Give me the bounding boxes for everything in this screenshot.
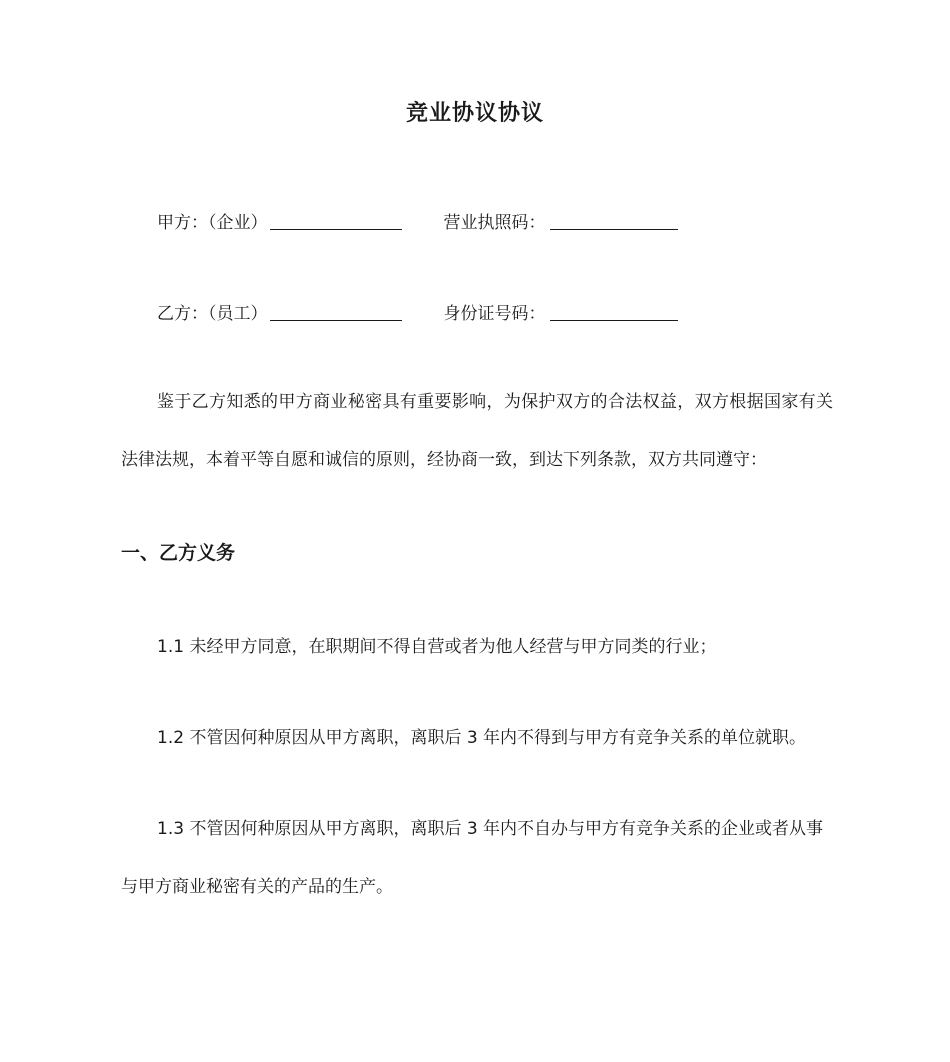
party-a-name-blank (270, 228, 402, 230)
party-a-row (157, 208, 678, 233)
id-number-label: 身份证号码： (443, 304, 546, 324)
party-b-label: 乙方：（员工） (157, 304, 268, 324)
clause-1-3: 1.3 不管因何种原因从甲方离职，离职后 3 年内不自办与甲方有竞争关系的企业或者从事与甲方商业秘密有关的产品的生产。 (121, 819, 824, 897)
party-b-name-blank (270, 319, 402, 321)
section-heading: 一、乙方义务 (121, 542, 236, 564)
document-title: 竞业协议协议 (405, 101, 544, 126)
clause-1-2: 1.2 不管因何种原因从甲方离职，离职后 3 年内不得到与甲方有竞争关系的单位就职。 (157, 728, 807, 748)
business-license-blank (550, 228, 678, 230)
party-b-row (157, 299, 678, 324)
clause-1-1: 1.1 未经甲方同意，在职期间不得自营或者为他人经营与甲方同类的行业； (157, 637, 717, 657)
business-license-label: 营业执照码： (443, 213, 546, 233)
preamble-paragraph: 鉴于乙方知悉的甲方商业秘密具有重要影响，为保护双方的合法权益，双方根据国家有关法律法规，本着平等自愿和诚信的原则，经协商一致，到达下列条款，双方共同遵守： (121, 392, 833, 470)
party-a-label: 甲方：（企业） (157, 213, 268, 233)
id-number-blank (550, 319, 678, 321)
